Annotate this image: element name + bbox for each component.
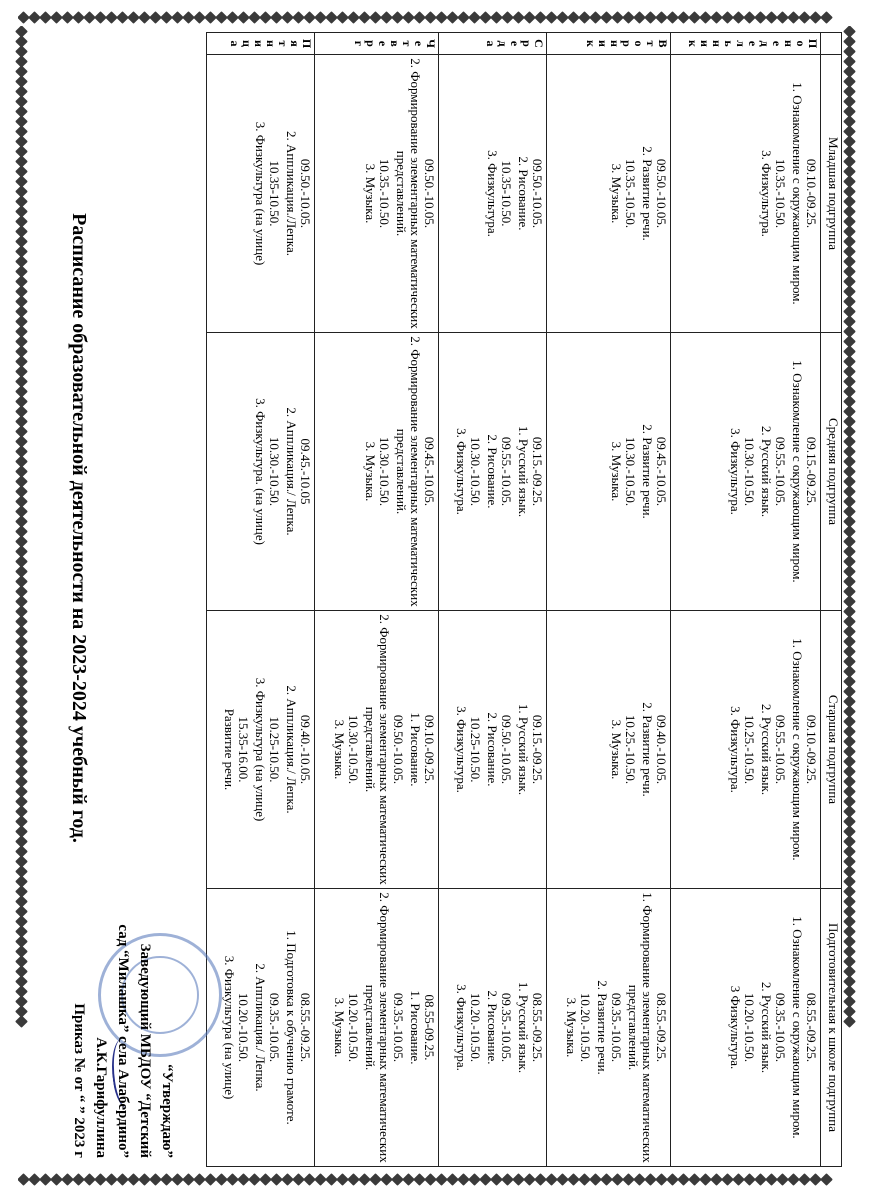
activity-slot	[759, 58, 787, 329]
activity-slot	[595, 892, 623, 1163]
activity-subject: 3. Музыка.	[331, 719, 347, 780]
activity-subject: 2. Развитие речи.	[639, 424, 655, 519]
activity-time: 09.55.-10.05.	[773, 436, 788, 507]
activity-time: 09.35.-10.05.	[498, 992, 514, 1063]
activity-time: 09.35.-10.05.	[390, 992, 406, 1063]
activity-time: 10.25-10.50.	[467, 716, 483, 783]
schedule-cell	[670, 889, 820, 1167]
activity-time: 09.35.-10.05.	[608, 992, 624, 1063]
activity-slot	[394, 58, 436, 329]
activity-time: 09.45.-10.05	[298, 438, 314, 505]
schedule-cell	[207, 333, 315, 611]
activity-time: 10.30.-10.50.	[742, 436, 757, 507]
activity-subject: 2. Формирование элементарных математических представлений.	[362, 614, 392, 885]
activity-subject: 2. Рисование.	[484, 434, 500, 509]
activity-subject: 3. Музыка.	[608, 719, 624, 780]
schedule-cell	[315, 333, 439, 611]
activity-subject: 2. Аппликация./Лепка.	[284, 131, 300, 256]
approve-line: А.К.Гарифуллина	[93, 1037, 109, 1158]
schedule-cell	[207, 55, 315, 333]
schedule-cell	[315, 55, 439, 333]
activity-time: 09.50.-10.05.	[298, 158, 314, 229]
activity-time: 10.20.-10.50.	[577, 992, 593, 1063]
header-senior-group: Старшая подгруппа	[821, 611, 842, 889]
activity-subject: 3. Физкультура.	[728, 706, 743, 793]
activity-subject: 2. Аппликация./ Лепка.	[284, 685, 300, 814]
activity-time: 08.55.-09.25.	[804, 992, 819, 1063]
decorative-border-right	[842, 26, 858, 1172]
activity-time: 09.45.-10.05.	[653, 436, 669, 507]
activity-subject: 1. Ознакомление с окружающим миром.	[790, 82, 805, 305]
schedule-cell	[438, 889, 546, 1167]
activity-subject: 2. Развитие речи.	[594, 980, 610, 1075]
activity-time: 10.35-10.50.	[498, 160, 514, 227]
table-row	[438, 33, 546, 1167]
activity-subject: 1. Подготовка к обучению грамоте.	[284, 930, 300, 1125]
table-header-row	[821, 33, 842, 1167]
activity-time: 10.20.-10.50.	[236, 992, 252, 1063]
activity-subject: 2. Аппликация./ Лепка.	[284, 407, 300, 536]
activity-time: 09.50.-10.05.	[653, 158, 669, 229]
activity-subject: 2. Русский язык.	[759, 981, 774, 1074]
activity-time: 10.35.-10.50.	[622, 158, 638, 229]
activity-time: 09.40.-10.05.	[653, 714, 669, 785]
activity-time: 09.45.-10.05.	[421, 436, 437, 507]
activity-time: 10.35.-10.50.	[376, 158, 392, 229]
activity-subject: 1. Ознакомление с окружающим миром.	[790, 638, 805, 861]
activity-time: 09.15.-09.25.	[529, 436, 545, 507]
activity-time: 10.20.-10.50.	[345, 992, 361, 1063]
activity-time: 10.35-10.50.	[267, 160, 283, 227]
activity-slot	[454, 336, 482, 607]
table-row	[207, 33, 315, 1167]
activity-time: 09.50.-10.05.	[390, 714, 406, 785]
activity-subject: 3. Физкультура.	[759, 150, 774, 237]
header-preparatory-group: Подготовительная к школе подгруппа	[821, 889, 842, 1167]
activity-time: 10.30.-10.50.	[345, 714, 361, 785]
activity-subject: 1. Ознакомление с окружающим миром.	[790, 916, 805, 1139]
activity-slot	[640, 336, 668, 607]
schedule-cell	[207, 611, 315, 889]
activity-subject: 1. Русский язык.	[515, 425, 531, 518]
schedule-cell	[546, 55, 670, 333]
activity-time: 10.20.-10.50.	[742, 992, 757, 1063]
activity-time: 10.30.-10.50.	[622, 436, 638, 507]
activity-subject: Развитие речи.	[222, 708, 238, 791]
activity-slot	[790, 892, 818, 1163]
activity-time: 09.35.-10.05.	[773, 992, 788, 1063]
document-page	[30, 28, 842, 1172]
table-row	[670, 33, 820, 1167]
table-row	[315, 33, 439, 1167]
activity-slot	[394, 336, 436, 607]
activity-time: 09.10.-09.25.	[421, 714, 437, 785]
approve-line: Приказ № от “ ” 2023 г	[71, 1003, 87, 1158]
activity-slot	[332, 892, 360, 1163]
activity-slot	[728, 892, 756, 1163]
activity-subject: 1. Рисование.	[407, 990, 423, 1065]
activity-subject: 1. Рисование.	[407, 712, 423, 787]
activity-time: 09.40.-10.05.	[298, 714, 314, 785]
activity-subject: 2. Рисование.	[515, 156, 531, 231]
activity-slot	[253, 58, 281, 329]
schedule-cell	[438, 55, 546, 333]
activity-slot	[640, 58, 668, 329]
activity-subject: 2. Русский язык.	[759, 425, 774, 518]
schedule-body	[207, 33, 821, 1167]
activity-slot	[516, 892, 544, 1163]
activity-time: 10.30.-10.50.	[267, 436, 283, 507]
schedule-cell	[315, 889, 439, 1167]
activity-subject: 3 Физкультура.	[728, 985, 743, 1070]
activity-time: 15.35-16.00.	[236, 716, 252, 783]
activity-time: 09.35.-10.05.	[267, 992, 283, 1063]
activity-slot	[363, 58, 391, 329]
activity-time: 09.50.-10.05.	[421, 158, 437, 229]
activity-subject: 1. Русский язык.	[515, 981, 531, 1074]
schedule-cell	[670, 611, 820, 889]
activity-time: 09.55.-10.05.	[498, 436, 514, 507]
activity-subject: 3. Физкультура. (на улице)	[253, 398, 269, 545]
table-row	[546, 33, 670, 1167]
activity-time: 10.25.-10.50.	[622, 714, 638, 785]
schedule-cell	[438, 611, 546, 889]
activity-slot	[485, 336, 513, 607]
activity-slot	[516, 58, 544, 329]
activity-subject: 3. Физкультура.	[453, 428, 469, 515]
day-cell	[438, 33, 546, 55]
activity-slot	[485, 892, 513, 1163]
activity-slot	[363, 614, 405, 885]
activity-slot	[454, 614, 482, 885]
activity-slot	[284, 614, 312, 885]
activity-time: 09.10.-09.25.	[804, 714, 819, 785]
activity-slot	[222, 892, 250, 1163]
activity-subject: 3. Музыка.	[563, 997, 579, 1058]
activity-slot	[640, 614, 668, 885]
day-name: В т о р н и к	[583, 39, 670, 48]
schedule-cell	[207, 889, 315, 1167]
activity-slot	[609, 614, 637, 885]
activity-time: 09.50.-10.05.	[529, 158, 545, 229]
approve-line: сад “Милашка” села Алабердино”	[115, 924, 131, 1158]
activity-subject: 3. Физкультура.	[484, 150, 500, 237]
activity-slot	[728, 614, 756, 885]
activity-subject: 2. Формирование элементарных математических представлений.	[393, 58, 423, 329]
activity-subject: 3. Физкультура.	[728, 428, 743, 515]
activity-time: 09.15.-09.25.	[529, 714, 545, 785]
activity-subject: 2. Русский язык.	[759, 703, 774, 796]
activity-slot	[516, 614, 544, 885]
decorative-border-top	[18, 10, 854, 26]
activity-subject: 3. Музыка.	[362, 163, 378, 224]
activity-subject: 3. Музыка.	[331, 997, 347, 1058]
activity-slot	[363, 892, 405, 1163]
activity-time: 09.15.-09.25.	[804, 436, 819, 507]
schedule-table	[206, 32, 842, 1167]
activity-slot	[626, 892, 668, 1163]
activity-subject: 3. Физкультура.	[453, 706, 469, 793]
activity-slot	[253, 892, 281, 1163]
activity-slot	[790, 336, 818, 607]
activity-subject: 2. Рисование.	[484, 990, 500, 1065]
activity-subject: 2. Развитие речи.	[639, 146, 655, 241]
day-name: П о н е д е л ь н и к	[686, 38, 820, 49]
activity-time: 10.25.-10.50.	[742, 714, 757, 785]
day-cell	[207, 33, 315, 55]
activity-subject: 2. Аппликация./ Лепка.	[253, 963, 269, 1092]
day-cell	[546, 33, 670, 55]
activity-subject: 3. Физкультура.	[453, 984, 469, 1071]
activity-time: 09.10.-09.25.	[804, 158, 819, 229]
activity-subject: 3. Музыка.	[608, 441, 624, 502]
header-day	[821, 33, 842, 55]
header-junior-group: Младшая подгруппа	[821, 55, 842, 333]
page-title: Расписание образовательной деятельности на 2023-2024 учебный год.	[68, 213, 90, 843]
activity-slot	[363, 336, 391, 607]
approve-line: Заведующий МБДОУ “Детский	[137, 943, 153, 1158]
header-middle-group: Средняя подгруппа	[821, 333, 842, 611]
schedule-cell	[546, 333, 670, 611]
day-name: С р е д а	[483, 39, 546, 48]
activity-time: 10.30.-10.50.	[376, 436, 392, 507]
activity-slot	[222, 614, 250, 885]
activity-slot	[759, 336, 787, 607]
schedule-cell	[315, 611, 439, 889]
activity-time: 10.20.-10.50.	[467, 992, 483, 1063]
activity-subject: 2. Формирование элементарных математических представлений.	[362, 892, 392, 1163]
decorative-border-bottom	[18, 1172, 854, 1188]
schedule-cell	[546, 611, 670, 889]
activity-time: 10.25-10.50.	[267, 716, 283, 783]
activity-time: 10.30.-10.50.	[467, 436, 483, 507]
activity-slot	[609, 58, 637, 329]
activity-time: 09.55.-10.05.	[773, 714, 788, 785]
activity-subject: 2. Развитие речи.	[639, 702, 655, 797]
activity-time: 08.55.-09.25.	[298, 992, 314, 1063]
activity-slot	[454, 892, 482, 1163]
activity-slot	[408, 892, 436, 1163]
activity-slot	[790, 614, 818, 885]
activity-subject: 1. Ознакомление с окружающим миром.	[790, 360, 805, 583]
activity-slot	[609, 336, 637, 607]
day-cell	[315, 33, 439, 55]
activity-subject: 1. Формирование элементарных математических представлений.	[625, 892, 655, 1163]
activity-slot	[728, 336, 756, 607]
activity-subject: 1. Русский язык.	[515, 703, 531, 796]
activity-subject: 3. Музыка.	[362, 441, 378, 502]
activity-subject: 3. Музыка.	[608, 163, 624, 224]
activity-subject: 2. Формирование элементарных математических представлений.	[393, 336, 423, 607]
day-name: Ч е т в е р г	[351, 39, 438, 48]
activity-slot	[516, 336, 544, 607]
activity-slot	[485, 614, 513, 885]
activity-slot	[790, 58, 818, 329]
schedule-cell	[546, 889, 670, 1167]
activity-slot	[759, 614, 787, 885]
activity-subject: 3. Физкультура (на улице)	[222, 955, 238, 1100]
day-cell	[670, 33, 820, 55]
activity-slot	[759, 892, 787, 1163]
decorative-border-left	[14, 26, 30, 1172]
approve-line: “Утверждаю”	[159, 1064, 175, 1158]
activity-subject: 3. Физкультура (на улице)	[253, 677, 269, 822]
schedule-cell	[438, 333, 546, 611]
activity-slot	[485, 58, 513, 329]
approval-block	[68, 718, 178, 1158]
schedule-cell	[670, 333, 820, 611]
schedule-cell	[670, 55, 820, 333]
activity-slot	[564, 892, 592, 1163]
day-name: П я т н и ц а	[228, 38, 315, 49]
activity-slot	[253, 614, 281, 885]
activity-slot	[332, 614, 360, 885]
activity-time: 08.55-09.25.	[421, 994, 437, 1061]
activity-time: 10.35.-10.50.	[773, 158, 788, 229]
activity-slot	[408, 614, 436, 885]
activity-time: 09.50.-10.05.	[498, 714, 514, 785]
activity-time: 08.55.-09.25.	[529, 992, 545, 1063]
activity-slot	[284, 892, 312, 1163]
activity-subject: 3. Физкультура (на улице)	[253, 121, 269, 266]
activity-time: 08.55.-09.25.	[653, 992, 669, 1063]
activity-slot	[253, 336, 281, 607]
activity-slot	[284, 58, 312, 329]
activity-slot	[284, 336, 312, 607]
activity-subject: 2. Рисование.	[484, 712, 500, 787]
